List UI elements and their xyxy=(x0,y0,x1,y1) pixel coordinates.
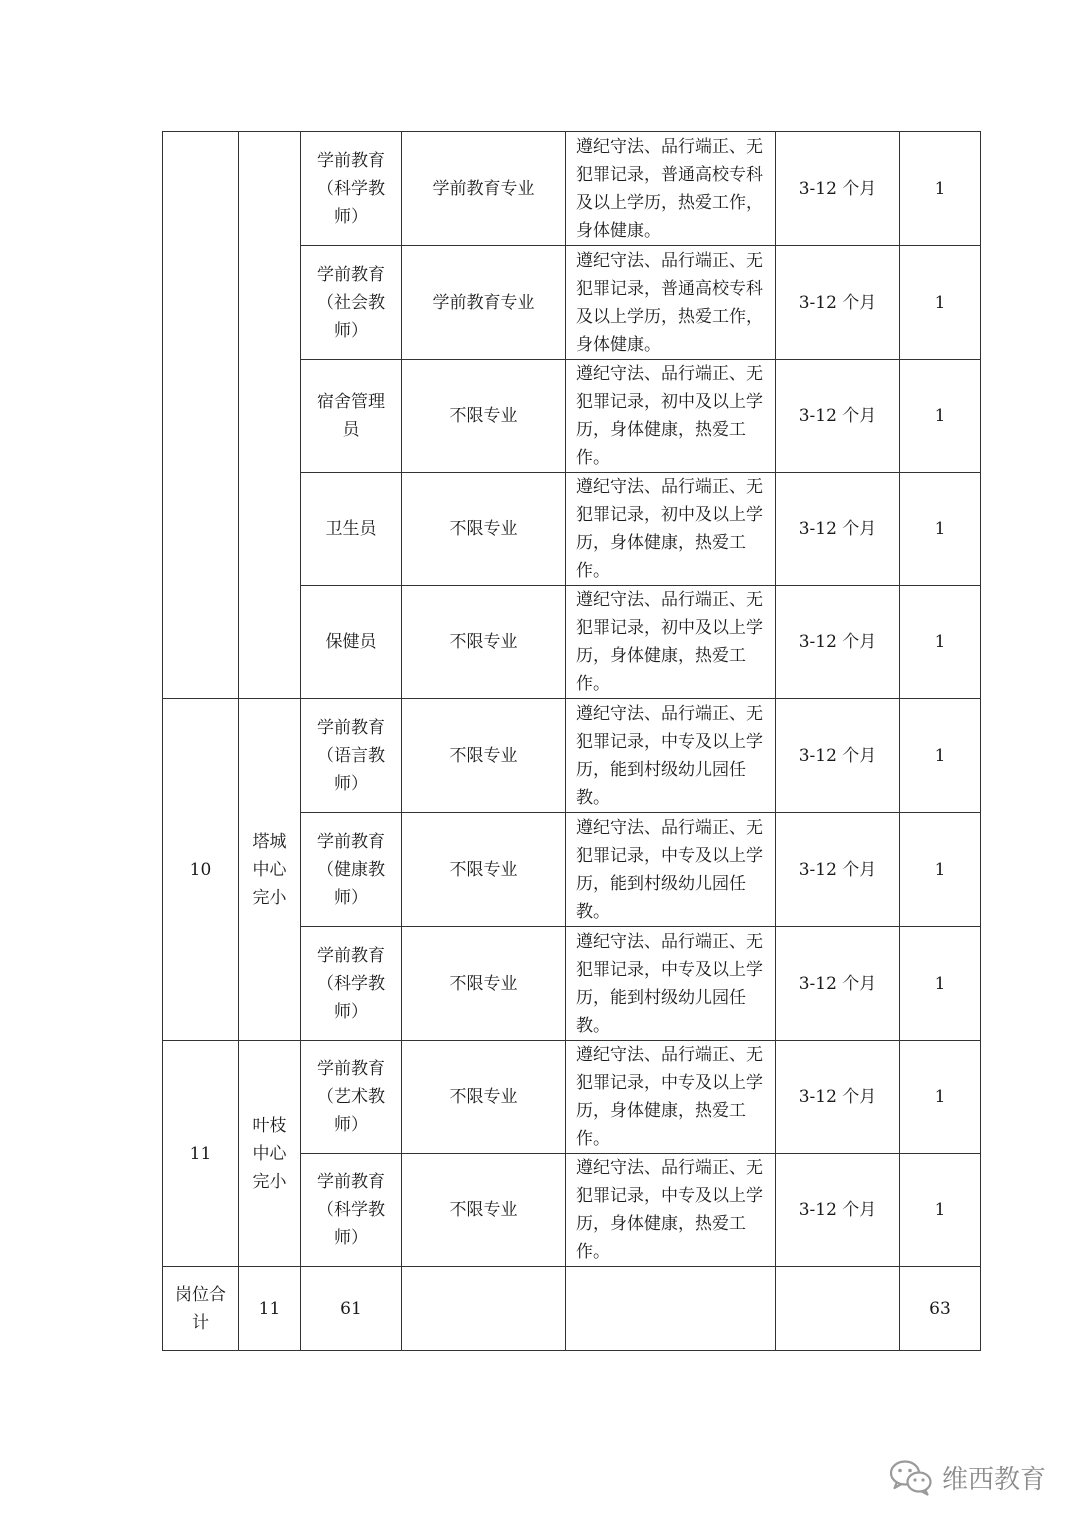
position-cell: 学前教育（科学教师） xyxy=(301,132,402,246)
table-row xyxy=(163,699,981,813)
requirement-cell: 遵纪守法、品行端正、无犯罪记录，中专及以上学历，能到村级幼儿园任教。 xyxy=(566,813,776,927)
total-label-cell: 岗位合计 xyxy=(163,1267,239,1351)
count-cell: 1 xyxy=(900,586,981,699)
requirement-cell: 遵纪守法、品行端正、无犯罪记录，初中及以上学历，身体健康，热爱工作。 xyxy=(566,586,776,699)
requirement-cell: 遵纪守法、品行端正、无犯罪记录，初中及以上学历，身体健康，热爱工作。 xyxy=(566,473,776,586)
group-no-cell: 11 xyxy=(163,1041,239,1267)
period-cell: 3-12 个月 xyxy=(776,927,900,1041)
table-row xyxy=(163,1041,981,1154)
requirement-cell: 遵纪守法、品行端正、无犯罪记录，中专及以上学历，身体健康，热爱工作。 xyxy=(566,1041,776,1154)
major-cell: 不限专业 xyxy=(402,1041,566,1154)
count-cell: 1 xyxy=(900,360,981,473)
position-cell: 保健员 xyxy=(301,586,402,699)
period-cell: 3-12 个月 xyxy=(776,132,900,246)
wechat-icon xyxy=(888,1458,934,1496)
period-cell: 3-12 个月 xyxy=(776,473,900,586)
group-school-cell: 塔城中心完小 xyxy=(239,699,301,1041)
count-cell: 1 xyxy=(900,927,981,1041)
requirement-cell: 遵纪守法、品行端正、无犯罪记录，中专及以上学历，身体健康，热爱工作。 xyxy=(566,1154,776,1267)
total-row xyxy=(163,1267,981,1351)
period-cell: 3-12 个月 xyxy=(776,586,900,699)
major-cell: 学前教育专业 xyxy=(402,246,566,360)
requirement-cell: 遵纪守法、品行端正、无犯罪记录，中专及以上学历，能到村级幼儿园任教。 xyxy=(566,927,776,1041)
empty-cell xyxy=(566,1267,776,1351)
count-cell: 1 xyxy=(900,699,981,813)
recruitment-table xyxy=(162,131,981,1351)
group-no-cell-cont xyxy=(163,132,239,699)
position-cell: 学前教育（艺术教师） xyxy=(301,1041,402,1154)
position-cell: 卫生员 xyxy=(301,473,402,586)
major-cell: 不限专业 xyxy=(402,473,566,586)
position-cell: 学前教育（健康教师） xyxy=(301,813,402,927)
major-cell: 不限专业 xyxy=(402,927,566,1041)
empty-cell xyxy=(402,1267,566,1351)
table-row xyxy=(163,132,981,246)
position-cell: 学前教育（科学教师） xyxy=(301,1154,402,1267)
count-cell: 1 xyxy=(900,132,981,246)
period-cell: 3-12 个月 xyxy=(776,1154,900,1267)
count-cell: 1 xyxy=(900,1154,981,1267)
group-school-cell: 叶枝中心完小 xyxy=(239,1041,301,1267)
watermark-text: 维西教育 xyxy=(942,1464,1047,1495)
count-cell: 1 xyxy=(900,1041,981,1154)
requirement-cell: 遵纪守法、品行端正、无犯罪记录，普通高校专科及以上学历，热爱工作，身体健康。 xyxy=(566,132,776,246)
major-cell: 学前教育专业 xyxy=(402,132,566,246)
group-school-cell-cont xyxy=(239,132,301,699)
position-cell: 学前教育（科学教师） xyxy=(301,927,402,1041)
period-cell: 3-12 个月 xyxy=(776,246,900,360)
watermark xyxy=(888,1458,1046,1496)
total-count-cell: 63 xyxy=(900,1267,981,1351)
period-cell: 3-12 个月 xyxy=(776,699,900,813)
position-cell: 学前教育（社会教师） xyxy=(301,246,402,360)
requirement-cell: 遵纪守法、品行端正、无犯罪记录，普通高校专科及以上学历，热爱工作，身体健康。 xyxy=(566,246,776,360)
group-no-cell: 10 xyxy=(163,699,239,1041)
period-cell: 3-12 个月 xyxy=(776,813,900,927)
major-cell: 不限专业 xyxy=(402,1154,566,1267)
total-schools-cell: 11 xyxy=(239,1267,301,1351)
period-cell: 3-12 个月 xyxy=(776,1041,900,1154)
count-cell: 1 xyxy=(900,246,981,360)
requirement-cell: 遵纪守法、品行端正、无犯罪记录，初中及以上学历，身体健康，热爱工作。 xyxy=(566,360,776,473)
position-cell: 学前教育（语言教师） xyxy=(301,699,402,813)
requirement-cell: 遵纪守法、品行端正、无犯罪记录，中专及以上学历，能到村级幼儿园任教。 xyxy=(566,699,776,813)
position-cell: 宿舍管理员 xyxy=(301,360,402,473)
major-cell: 不限专业 xyxy=(402,360,566,473)
major-cell: 不限专业 xyxy=(402,699,566,813)
count-cell: 1 xyxy=(900,813,981,927)
count-cell: 1 xyxy=(900,473,981,586)
major-cell: 不限专业 xyxy=(402,813,566,927)
empty-cell xyxy=(776,1267,900,1351)
major-cell: 不限专业 xyxy=(402,586,566,699)
total-positions-cell: 61 xyxy=(301,1267,402,1351)
period-cell: 3-12 个月 xyxy=(776,360,900,473)
